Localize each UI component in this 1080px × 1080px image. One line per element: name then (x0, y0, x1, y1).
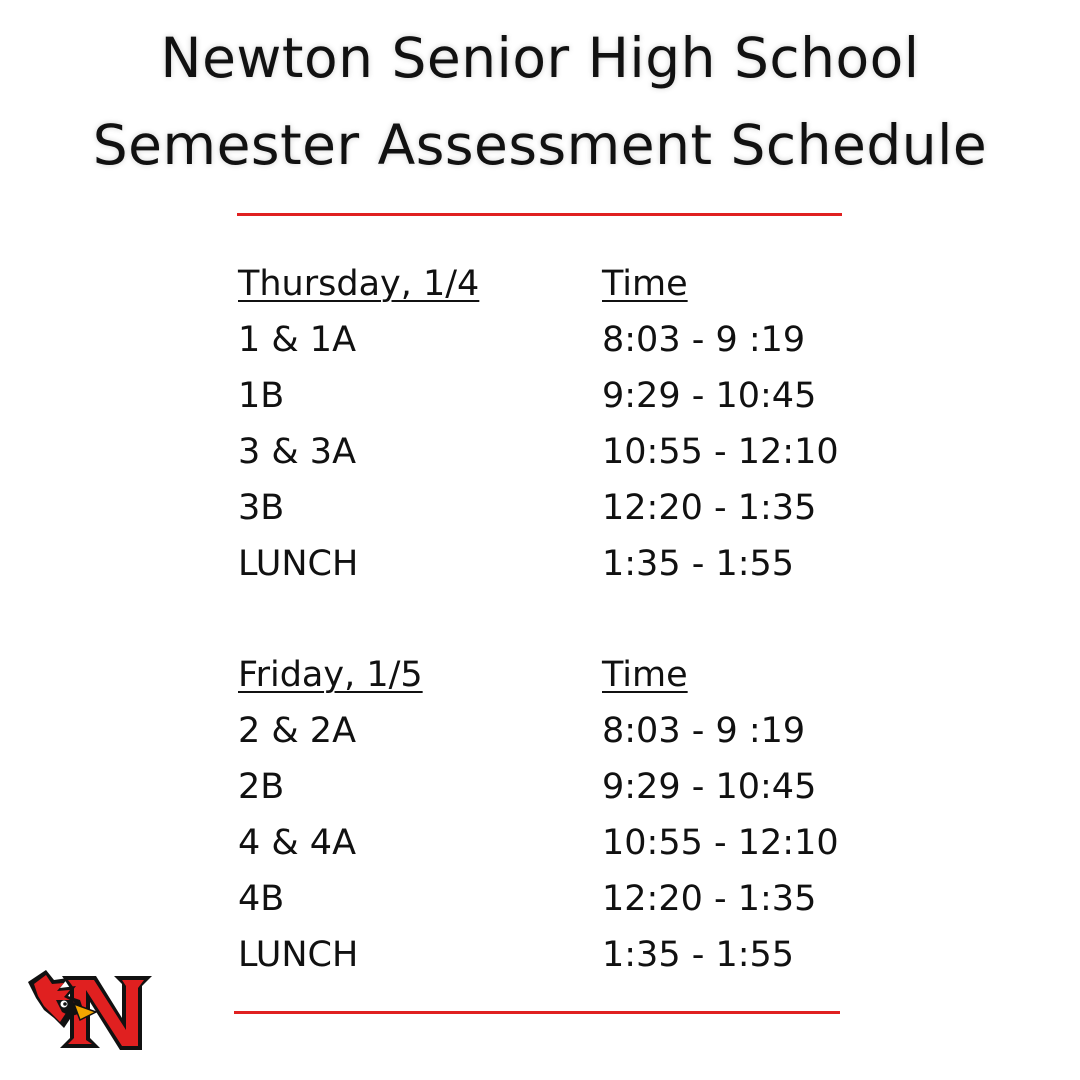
period-cell: LUNCH (238, 544, 359, 584)
period-cell: 2B (238, 767, 285, 807)
period-cell: 4 & 4A (238, 823, 357, 863)
period-cell: LUNCH (238, 935, 359, 975)
time-cell: 12:20 - 1:35 (602, 488, 817, 528)
time-cell: 1:35 - 1:55 (602, 544, 795, 584)
time-cell: 8:03 - 9 :19 (602, 711, 806, 751)
period-cell: 2 & 2A (238, 711, 357, 751)
time-cell: 9:29 - 10:45 (602, 376, 817, 416)
day-header-friday: Friday, 1/5 (238, 655, 423, 695)
period-cell: 3 & 3A (238, 432, 357, 472)
time-header-friday: Time (602, 655, 688, 695)
time-cell: 8:03 - 9 :19 (602, 320, 806, 360)
time-cell: 9:29 - 10:45 (602, 767, 817, 807)
title-schedule-name: Semester Assessment Schedule (92, 113, 988, 177)
top-divider (237, 213, 842, 216)
title-school-name: Newton Senior High School (160, 26, 920, 90)
time-header-thursday: Time (602, 264, 688, 304)
period-cell: 4B (238, 879, 285, 919)
period-cell: 1 & 1A (238, 320, 357, 360)
period-cell: 3B (238, 488, 285, 528)
time-cell: 10:55 - 12:10 (602, 432, 839, 472)
time-cell: 10:55 - 12:10 (602, 823, 839, 863)
time-cell: 1:35 - 1:55 (602, 935, 795, 975)
time-cell: 12:20 - 1:35 (602, 879, 817, 919)
period-cell: 1B (238, 376, 285, 416)
cardinal-n-logo-icon (24, 966, 156, 1052)
bottom-divider (234, 1011, 840, 1014)
day-header-thursday: Thursday, 1/4 (238, 264, 480, 304)
